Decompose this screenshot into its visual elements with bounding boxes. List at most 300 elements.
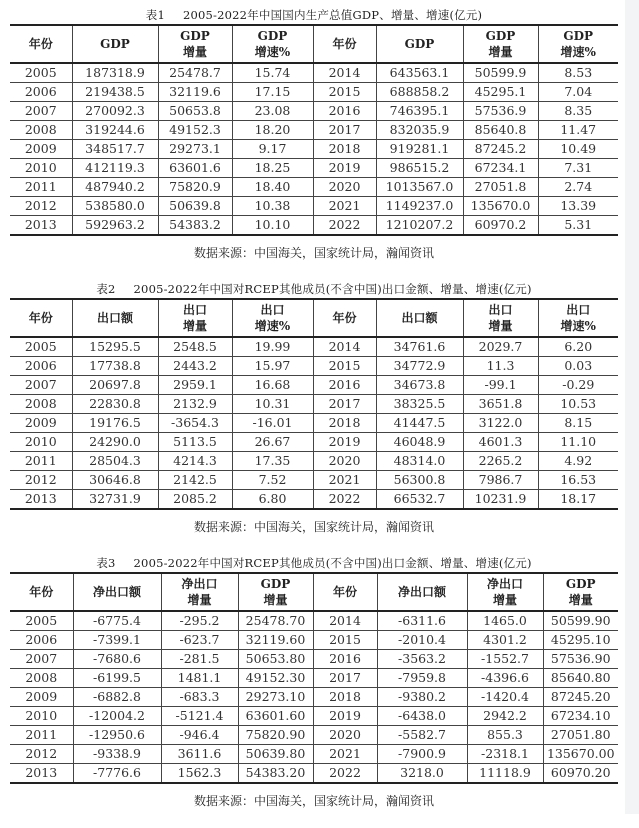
column-header <box>10 25 72 63</box>
table-cell: 412119.3 <box>72 159 158 178</box>
table-row <box>10 631 618 650</box>
header-row <box>10 573 618 611</box>
table-cell: 2011 <box>10 178 72 197</box>
column-header <box>158 25 232 63</box>
table-cell: 832035.9 <box>376 121 463 140</box>
table-cell: 2548.5 <box>158 337 232 357</box>
table-row <box>10 650 618 669</box>
table-cell: 2021 <box>313 197 376 216</box>
table-number: 表3 <box>96 556 116 570</box>
column-header-line: 增量 <box>488 45 513 59</box>
table-cell: 2018 <box>313 414 376 433</box>
table-cell: 2019 <box>313 433 376 452</box>
table-cell: 4214.3 <box>158 452 232 471</box>
table-cell: -683.3 <box>161 688 238 707</box>
table-cell: 11.3 <box>463 357 538 376</box>
table-cell: 63601.60 <box>238 707 313 726</box>
column-header <box>158 299 232 337</box>
table-cell: -7776.6 <box>73 764 161 784</box>
table-cell: 16.53 <box>538 471 618 490</box>
table-cell: 16.68 <box>232 376 313 395</box>
table-cell: 219438.5 <box>72 83 158 102</box>
table-cell: 4601.3 <box>463 433 538 452</box>
table-row <box>10 357 618 376</box>
table-row <box>10 452 618 471</box>
table-row <box>10 433 618 452</box>
column-header-line: 出口 <box>566 303 591 317</box>
table-cell: 2015 <box>313 631 377 650</box>
table-cell: 2019 <box>313 159 376 178</box>
column-header-line: 增量 <box>182 45 207 59</box>
table-row <box>10 745 618 764</box>
table-cell: -946.4 <box>161 726 238 745</box>
data-source-note: 数据来源：中国海关，国家统计局，瀚闻资讯 <box>193 794 434 808</box>
table-cell: 3651.8 <box>463 395 538 414</box>
table-row <box>10 471 618 490</box>
table-cell: -7680.6 <box>73 650 161 669</box>
column-header <box>232 299 313 337</box>
column-header-line: 净出口 <box>181 577 218 591</box>
table-cell: 32731.9 <box>72 490 158 510</box>
table-cell: -3563.2 <box>377 650 467 669</box>
table-cell: 2443.2 <box>158 357 232 376</box>
column-header <box>538 299 618 337</box>
table-cell: 60970.20 <box>543 764 618 784</box>
table-cell: 57536.90 <box>543 650 618 669</box>
table-cell: 7986.7 <box>463 471 538 490</box>
table-row <box>10 337 618 357</box>
table-cell: 10231.9 <box>463 490 538 510</box>
table-cell: 1481.1 <box>161 669 238 688</box>
table-cell: 2007 <box>10 650 73 669</box>
table-cell: 27051.8 <box>463 178 538 197</box>
table-cell: 2020 <box>313 178 376 197</box>
column-header-line: 出口 <box>182 303 207 317</box>
table-cell: 2012 <box>10 197 72 216</box>
column-header <box>467 573 543 611</box>
table-cell: 5.31 <box>538 216 618 236</box>
table-cell: 7.31 <box>538 159 618 178</box>
table-cell: 9.17 <box>232 140 313 159</box>
column-header <box>543 573 618 611</box>
table-cell: 34772.9 <box>376 357 463 376</box>
table-cell: 25478.70 <box>238 611 313 631</box>
column-header <box>313 25 376 63</box>
table-cell: 10.38 <box>232 197 313 216</box>
table-row <box>10 764 618 784</box>
column-header-line: GDP <box>100 37 130 51</box>
table-cell: 538580.0 <box>72 197 158 216</box>
table-cell: 41447.5 <box>376 414 463 433</box>
column-header <box>72 299 158 337</box>
table-cell: 2006 <box>10 357 72 376</box>
table-cell: 2015 <box>313 357 376 376</box>
table-cell: 8.53 <box>538 63 618 83</box>
table-row <box>10 216 618 236</box>
table-cell: 270092.3 <box>72 102 158 121</box>
column-header <box>161 573 238 611</box>
table-cell: 1562.3 <box>161 764 238 784</box>
table-cell: 0.03 <box>538 357 618 376</box>
table-cell: 50599.9 <box>463 63 538 83</box>
table-cell: 19.99 <box>232 337 313 357</box>
column-header-line: 年份 <box>28 37 53 51</box>
table-cell: 2085.2 <box>158 490 232 510</box>
table-row <box>10 376 618 395</box>
table-cell: 57536.9 <box>463 102 538 121</box>
table-row <box>10 414 618 433</box>
table-cell: 11118.9 <box>467 764 543 784</box>
column-header <box>10 573 73 611</box>
table-cell: 34761.6 <box>376 337 463 357</box>
table-cell: 26.67 <box>232 433 313 452</box>
table-cell: 2013 <box>10 216 72 236</box>
table-cell: 3611.6 <box>161 745 238 764</box>
table-cell: -16.01 <box>232 414 313 433</box>
table-cell: 15295.5 <box>72 337 158 357</box>
column-header-line: GDP <box>257 29 288 43</box>
table-cell: -5121.4 <box>161 707 238 726</box>
table-cell: 3122.0 <box>463 414 538 433</box>
table-row <box>10 159 618 178</box>
document-page <box>10 6 618 828</box>
table-cell: 75820.90 <box>238 726 313 745</box>
table-cell: 2016 <box>313 650 377 669</box>
column-header-line: GDP <box>260 577 291 591</box>
table-cell: 2265.2 <box>463 452 538 471</box>
column-header-line: GDP <box>563 29 594 43</box>
table-cell: 48314.0 <box>376 452 463 471</box>
table-cell: 2029.7 <box>463 337 538 357</box>
table-cell: 18.25 <box>232 159 313 178</box>
table-block-2 <box>10 280 618 536</box>
column-header-line: 年份 <box>332 311 357 325</box>
table-cell: 7.52 <box>232 471 313 490</box>
table-cell: -7900.9 <box>377 745 467 764</box>
column-header-line: 增速% <box>560 45 596 59</box>
table-cell: 56300.8 <box>376 471 463 490</box>
table-cell: -9338.9 <box>73 745 161 764</box>
table-caption <box>10 6 618 24</box>
table-cell: 3218.0 <box>377 764 467 784</box>
column-header-line: 年份 <box>28 311 53 325</box>
table-cell: 34673.8 <box>376 376 463 395</box>
table-cell: 688858.2 <box>376 83 463 102</box>
table-cell: 348517.7 <box>72 140 158 159</box>
table-caption <box>10 554 618 572</box>
column-header <box>10 299 72 337</box>
table-cell: 45295.1 <box>463 83 538 102</box>
table-cell: 2008 <box>10 121 72 140</box>
table-cell: 2015 <box>313 83 376 102</box>
table-cell: 38325.5 <box>376 395 463 414</box>
table-cell: 2013 <box>10 490 72 510</box>
table-cell: 13.39 <box>538 197 618 216</box>
table-cell: 2016 <box>313 102 376 121</box>
table-cell: 2009 <box>10 140 72 159</box>
table-cell: -295.2 <box>161 611 238 631</box>
table-cell: 10.31 <box>232 395 313 414</box>
table-cell: 2014 <box>313 337 376 357</box>
column-header <box>377 573 467 611</box>
table-cell: 63601.6 <box>158 159 232 178</box>
table-title: 2005-2022年中国对RCEP其他成员(不含中国)出口金额、增量、增速(亿元) <box>133 556 532 570</box>
table-cell: 19176.5 <box>72 414 158 433</box>
table-cell: 2018 <box>313 688 377 707</box>
table-cell: -2318.1 <box>467 745 543 764</box>
table-row <box>10 611 618 631</box>
data-table <box>10 24 618 236</box>
table-cell: 1013567.0 <box>376 178 463 197</box>
table-cell: 17738.8 <box>72 357 158 376</box>
table-cell: 855.3 <box>467 726 543 745</box>
column-header-line: 增量 <box>568 593 593 607</box>
table-cell: 2022 <box>313 490 376 510</box>
table-cell: 187318.9 <box>72 63 158 83</box>
column-header-line: 出口 <box>260 303 285 317</box>
table-cell: 2005 <box>24 339 57 354</box>
table-cell: 10.49 <box>538 140 618 159</box>
column-header-line: 净出口额 <box>397 585 446 599</box>
table-cell: 2021 <box>313 745 377 764</box>
table-cell: -12950.6 <box>73 726 161 745</box>
table-cell: 66532.7 <box>376 490 463 510</box>
column-header-line: GDP <box>485 29 516 43</box>
table-cell: 29273.1 <box>158 140 232 159</box>
table-cell: 85640.80 <box>543 669 618 688</box>
table-cell: 6.80 <box>232 490 313 510</box>
table-cell: 8.35 <box>538 102 618 121</box>
table-cell: -6775.4 <box>73 611 161 631</box>
table-cell: 11.47 <box>538 121 618 140</box>
column-header-line: 年份 <box>29 585 54 599</box>
header-row <box>10 25 618 63</box>
table-cell: 2010 <box>10 433 72 452</box>
data-table <box>10 298 618 510</box>
table-cell: 2132.9 <box>158 395 232 414</box>
table-cell: 49152.30 <box>238 669 313 688</box>
column-header-line: 增量 <box>187 593 212 607</box>
table-cell: 135670.00 <box>543 745 618 764</box>
table-row <box>10 669 618 688</box>
table-cell: 10.53 <box>538 395 618 414</box>
table-cell: 2006 <box>10 631 73 650</box>
table-row <box>10 102 618 121</box>
table-cell: 2005 <box>25 613 58 628</box>
column-header-line: 出口 <box>488 303 513 317</box>
header-row <box>10 299 618 337</box>
column-header-line: 年份 <box>332 585 357 599</box>
table-row <box>10 395 618 414</box>
column-header-line: 增速% <box>254 45 291 59</box>
column-header-line: 增量 <box>492 593 517 607</box>
table-number: 表1 <box>145 8 165 22</box>
table-cell: 2142.5 <box>158 471 232 490</box>
table-cell: -7399.1 <box>73 631 161 650</box>
table-cell: 2006 <box>10 83 72 102</box>
table-cell: 29273.10 <box>238 688 313 707</box>
table-cell: 87245.2 <box>463 140 538 159</box>
column-header-line: 年份 <box>332 37 357 51</box>
table-cell: 2017 <box>313 121 376 140</box>
table-row <box>10 83 618 102</box>
table-cell: 2014 <box>313 611 377 631</box>
table-cell: -5582.7 <box>377 726 467 745</box>
table-cell: 50639.80 <box>238 745 313 764</box>
table-row <box>10 707 618 726</box>
column-header-line: 增量 <box>182 319 207 333</box>
table-row <box>10 490 618 510</box>
table-cell: -6199.5 <box>73 669 161 688</box>
column-header <box>72 25 158 63</box>
table-row <box>10 688 618 707</box>
table-cell: -1420.4 <box>467 688 543 707</box>
table-cell: 50653.80 <box>238 650 313 669</box>
table-cell: 2005 <box>24 65 57 80</box>
column-header-line: GDP <box>180 29 210 43</box>
table-cell: 2021 <box>313 471 376 490</box>
table-cell: 2019 <box>313 707 377 726</box>
table-cell: 27051.80 <box>543 726 618 745</box>
table-cell: 50653.8 <box>158 102 232 121</box>
table-cell: 643563.1 <box>376 63 463 83</box>
column-header-line: 增量 <box>488 319 513 333</box>
table-cell: 986515.2 <box>376 159 463 178</box>
right-margin-strip <box>625 0 639 814</box>
table-cell: 2018 <box>313 140 376 159</box>
table-cell: 2009 <box>10 414 72 433</box>
column-header-line: 增速% <box>560 319 596 333</box>
data-source-note: 数据来源：中国海关，国家统计局，瀚闻资讯 <box>193 520 434 534</box>
table-cell: 2017 <box>313 395 376 414</box>
table-block-1 <box>10 6 618 262</box>
table-cell: 18.20 <box>232 121 313 140</box>
table-cell: 15.74 <box>232 63 313 83</box>
table-row <box>10 121 618 140</box>
table-cell: -4396.6 <box>467 669 543 688</box>
table-cell: 67234.10 <box>543 707 618 726</box>
table-cell: 75820.9 <box>158 178 232 197</box>
table-cell: 22830.8 <box>72 395 158 414</box>
column-header <box>232 25 313 63</box>
table-cell: 49152.3 <box>158 121 232 140</box>
table-cell: 1465.0 <box>467 611 543 631</box>
table-cell: 20697.8 <box>72 376 158 395</box>
data-source-note: 数据来源：中国海关，国家统计局，瀚闻资讯 <box>193 246 434 260</box>
column-header <box>238 573 313 611</box>
data-table <box>10 572 618 784</box>
table-cell: -7959.8 <box>377 669 467 688</box>
table-cell: 87245.20 <box>543 688 618 707</box>
table-cell: 10.10 <box>232 216 313 236</box>
table-block-3 <box>10 554 618 810</box>
column-header <box>376 25 463 63</box>
table-caption <box>10 280 618 298</box>
column-header-line: 出口额 <box>401 311 438 325</box>
table-cell: 2007 <box>10 376 72 395</box>
table-cell: -6438.0 <box>377 707 467 726</box>
table-cell: 487940.2 <box>72 178 158 197</box>
table-cell: 2010 <box>10 707 73 726</box>
table-cell: 32119.60 <box>238 631 313 650</box>
table-cell: -12004.2 <box>73 707 161 726</box>
table-cell: -99.1 <box>463 376 538 395</box>
table-cell: 592963.2 <box>72 216 158 236</box>
table-row <box>10 140 618 159</box>
column-header <box>73 573 161 611</box>
table-number: 表2 <box>96 282 116 296</box>
column-header-line: GDP <box>404 37 435 51</box>
table-cell: -623.7 <box>161 631 238 650</box>
table-cell: 24290.0 <box>72 433 158 452</box>
column-header <box>313 573 377 611</box>
column-header <box>313 299 376 337</box>
table-cell: 2022 <box>313 216 376 236</box>
table-row <box>10 178 618 197</box>
table-cell: 46048.9 <box>376 433 463 452</box>
table-cell: 319244.6 <box>72 121 158 140</box>
table-cell: 50639.8 <box>158 197 232 216</box>
table-cell: 2013 <box>10 764 73 784</box>
table-cell: -281.5 <box>161 650 238 669</box>
table-cell: 18.40 <box>232 178 313 197</box>
table-cell: 11.10 <box>538 433 618 452</box>
table-row <box>10 197 618 216</box>
table-cell: 2010 <box>10 159 72 178</box>
column-header <box>463 299 538 337</box>
table-cell: -0.29 <box>538 376 618 395</box>
table-cell: 85640.8 <box>463 121 538 140</box>
table-cell: 23.08 <box>232 102 313 121</box>
table-cell: 2020 <box>313 452 376 471</box>
table-cell: 746395.1 <box>376 102 463 121</box>
column-header-line: 增量 <box>263 593 288 607</box>
table-cell: 2959.1 <box>158 376 232 395</box>
table-cell: 4.92 <box>538 452 618 471</box>
table-cell: -3654.3 <box>158 414 232 433</box>
table-cell: 2014 <box>313 63 376 83</box>
table-cell: 2.74 <box>538 178 618 197</box>
column-header-line: 出口额 <box>96 311 133 325</box>
table-cell: 2008 <box>10 669 73 688</box>
table-cell: 2009 <box>10 688 73 707</box>
table-title: 2005-2022年中国国内生产总值GDP、增量、增速(亿元) <box>182 8 483 22</box>
table-cell: 17.35 <box>232 452 313 471</box>
table-cell: -6311.6 <box>377 611 467 631</box>
table-cell: 45295.10 <box>543 631 618 650</box>
table-cell: 17.15 <box>232 83 313 102</box>
table-cell: 5113.5 <box>158 433 232 452</box>
table-cell: 25478.7 <box>158 63 232 83</box>
table-row <box>10 63 618 83</box>
table-cell: 7.04 <box>538 83 618 102</box>
table-cell: 1149237.0 <box>376 197 463 216</box>
table-cell: 4301.2 <box>467 631 543 650</box>
column-header <box>538 25 618 63</box>
table-cell: 54383.20 <box>238 764 313 784</box>
table-cell: 2020 <box>313 726 377 745</box>
table-cell: -9380.2 <box>377 688 467 707</box>
table-cell: 8.15 <box>538 414 618 433</box>
table-cell: 6.20 <box>538 337 618 357</box>
table-cell: 2022 <box>313 764 377 784</box>
table-cell: 60970.2 <box>463 216 538 236</box>
table-cell: 2011 <box>10 452 72 471</box>
table-cell: 919281.1 <box>376 140 463 159</box>
table-cell: 135670.0 <box>463 197 538 216</box>
table-cell: 32119.6 <box>158 83 232 102</box>
table-cell: 2011 <box>10 726 73 745</box>
